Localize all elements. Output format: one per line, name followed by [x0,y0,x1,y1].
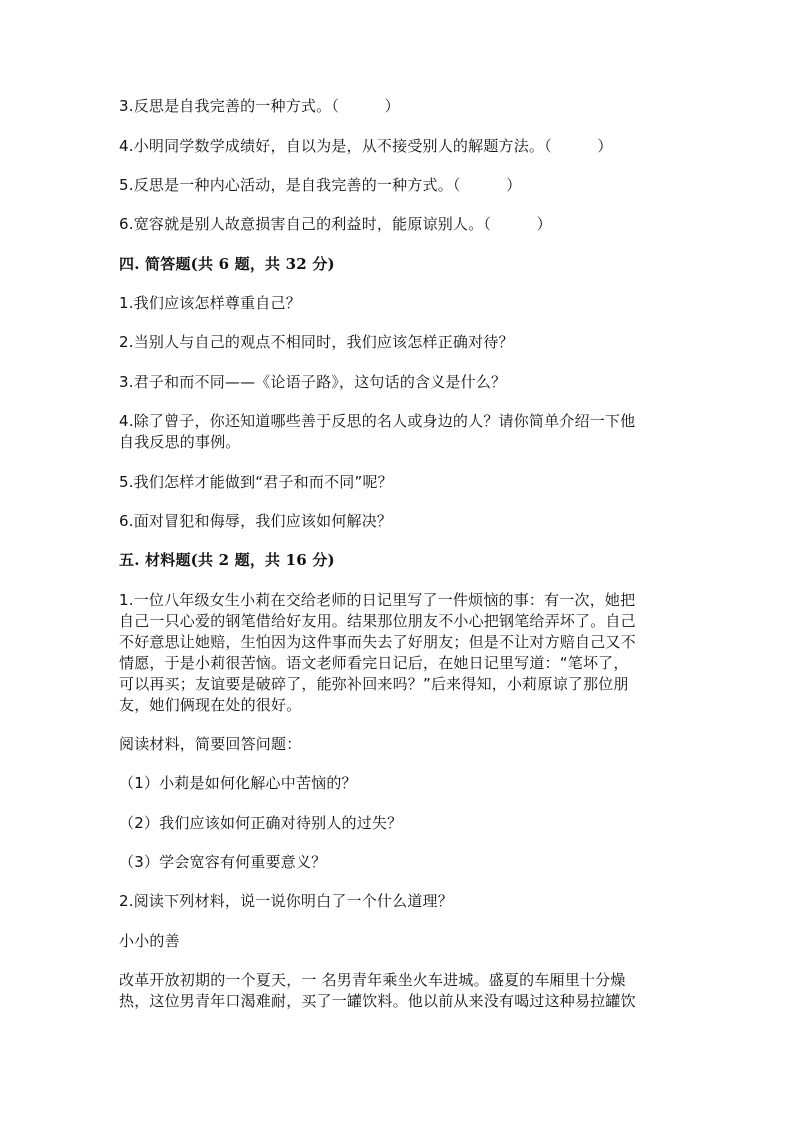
material-1-line: 自己一只心爱的钢笔借给好友用。结果那位朋友不小心把钢笔给弄坏了。自己 [119,612,636,630]
material-1-sub-question-2: （2）我们应该如何正确对待别人的过失？ [119,814,403,832]
short-answer-q4-line1: 4.除了曾子，你还知道哪些善于反思的名人或身边的人？请你简单介绍一下他 [119,412,636,430]
material-1-line: 友，她们俩现在处的很好。 [119,696,302,714]
short-answer-q5: 5.我们怎样才能做到“君子和而不同”呢？ [119,473,393,491]
judgment-item-4: 4.小明同学数学成绩好，自以为是，从不接受别人的解题方法。（ ） [119,137,613,155]
material-1-line: 不好意思让她赔，生怕因为这件事而失去了好朋友；但是不让对方赔自己又不 [119,633,636,651]
material-2-line: 热，这位男青年口渴难耐，买了一罐饮料。他以前从来没有喝过这种易拉罐饮 [119,992,636,1010]
short-answer-q4-line2: 自我反思的事例。 [119,433,241,451]
judgment-item-3: 3.反思是自我完善的一种方式。（ ） [119,97,400,115]
short-answer-q2: 2.当别人与自己的观点不相同时，我们应该怎样正确对待？ [119,333,514,351]
short-answer-q3: 3.君子和而不同——《论语子路》，这句话的含义是什么？ [119,373,507,391]
material-1-sub-question-3: （3）学会宽容有何重要意义？ [119,853,327,871]
material-2-question: 2.阅读下列材料，说一说你明白了一个什么道理？ [119,892,453,910]
material-1-line: 可以再买；友谊要是破碎了，能弥补回来吗？”后来得知，小莉原谅了那位朋 [119,675,629,693]
short-answer-q6: 6.面对冒犯和侮辱，我们应该如何解决？ [119,512,393,530]
section-four-heading: 四. 简答题(共 6 题，共 32 分) [119,255,335,273]
material-2-title: 小小的善 [119,932,180,950]
material-1-line: 1.一位八年级女生小莉在交给老师的日记里写了一件烦恼的事：有一次，她把 [119,591,636,609]
judgment-item-6: 6.宽容就是别人故意损害自己的利益时，能原谅别人。（ ） [119,215,552,233]
section-five-heading: 五. 材料题(共 2 题，共 16 分) [119,551,335,569]
short-answer-q1: 1.我们应该怎样尊重自己？ [119,294,301,312]
material-1-line: 情愿，于是小莉很苦恼。语文老师看完日记后，在她日记里写道：“笔坏了， [119,654,629,672]
judgment-item-5: 5.反思是一种内心活动，是自我完善的一种方式。（ ） [119,176,522,194]
material-2-line: 改革开放初期的一个夏天，一 名男青年乘坐火车进城。盛夏的车厢里十分燥 [119,971,626,989]
material-1-sub-question-1: （1）小莉是如何化解心中苦恼的？ [119,774,357,792]
material-1-prompt: 阅读材料，简要回答问题： [119,735,302,753]
